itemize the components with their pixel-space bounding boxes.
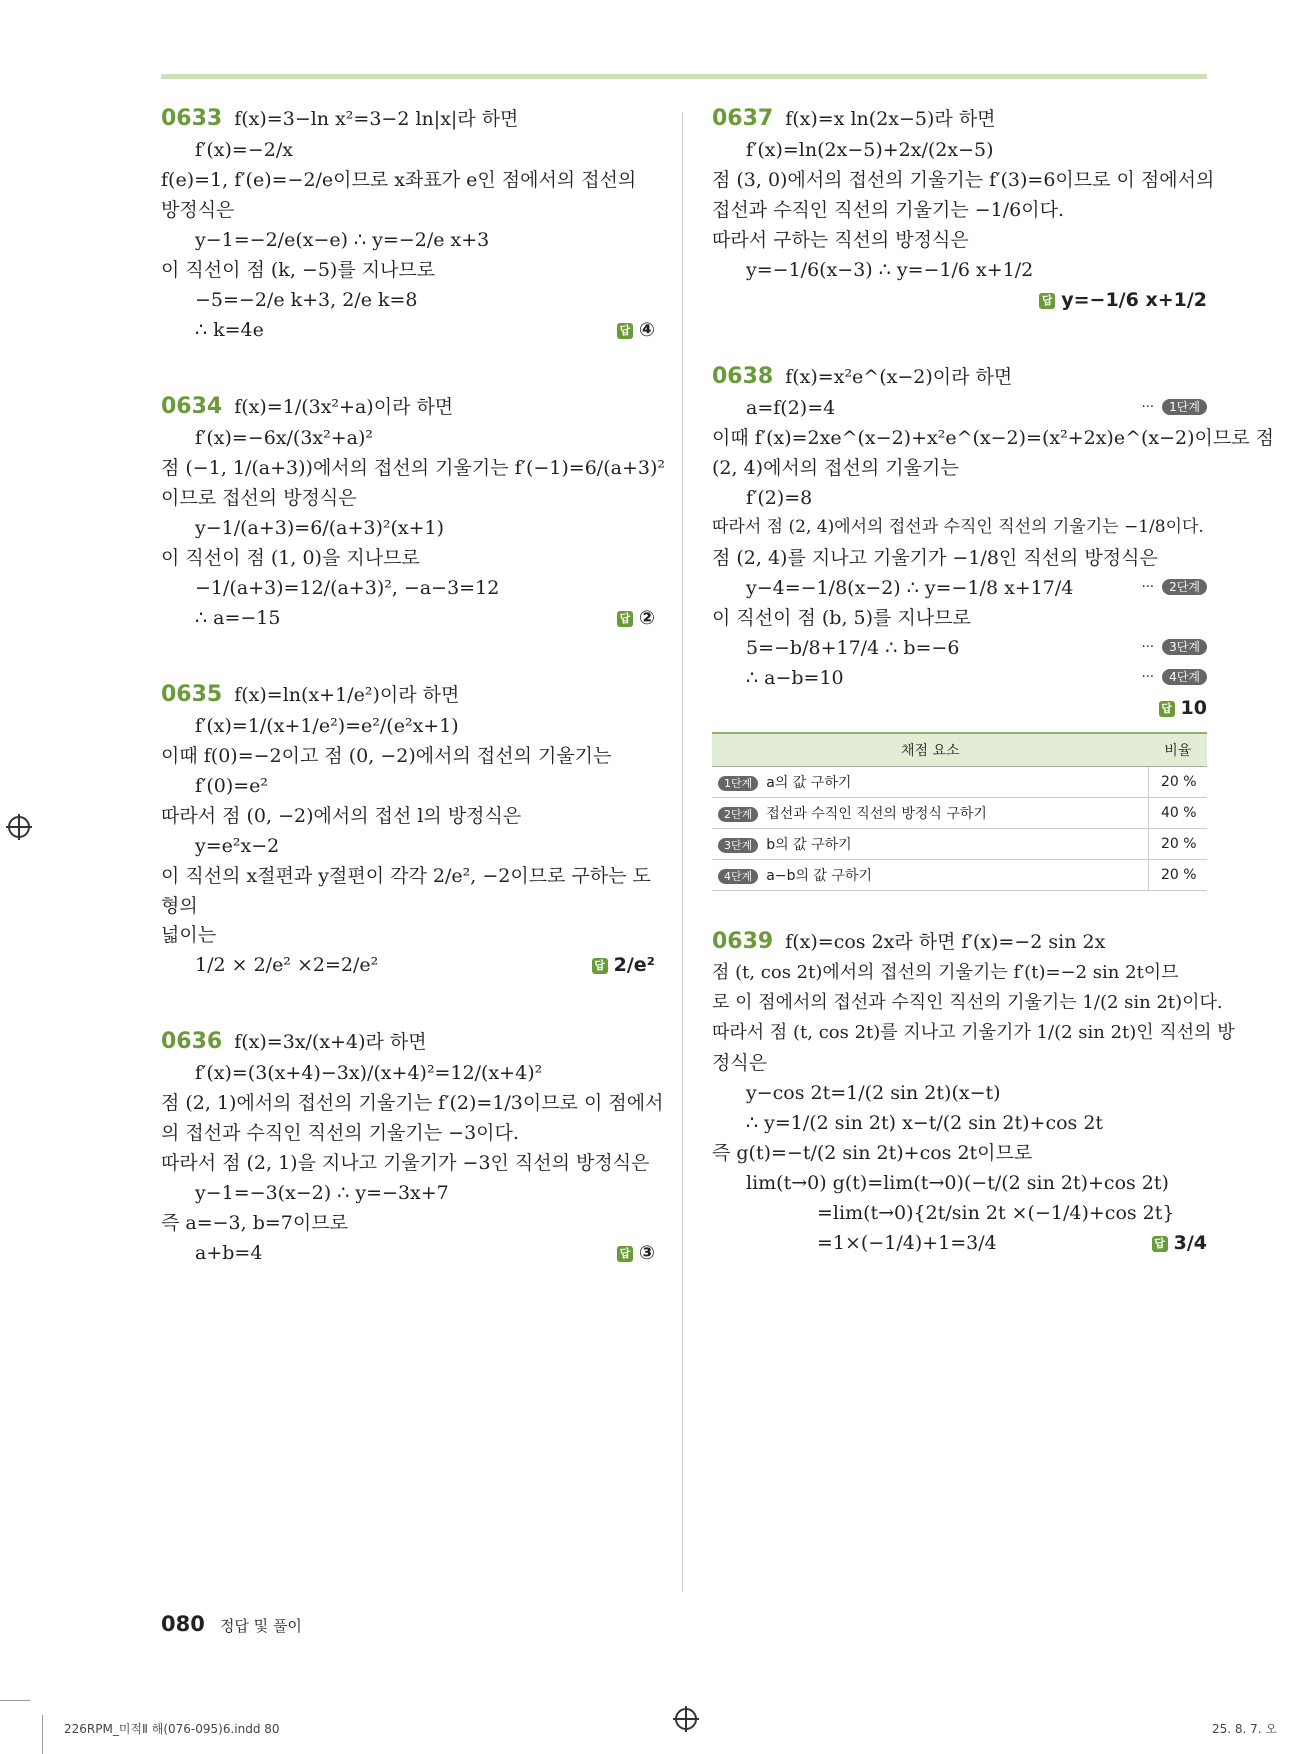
line: 1/2 × 2/e² ×2=2/e² [195, 954, 379, 977]
line: 의 접선과 수직인 직선의 기울기는 −3이다. [161, 1122, 519, 1145]
row-pct: 20 % [1149, 829, 1208, 860]
line: f(x)=ln(x+1/e²)이라 하면 [234, 684, 460, 707]
scoring-table [712, 732, 1207, 891]
line: −1/(a+3)=12/(a+3)², −a−3=12 [195, 577, 500, 600]
line: f(x)=3x/(x+4)라 하면 [234, 1031, 427, 1054]
table-row [712, 860, 1207, 891]
top-rule [161, 74, 1207, 79]
crop-mark [42, 1715, 43, 1754]
registration-mark-icon [8, 816, 30, 838]
line: a+b=4 [195, 1242, 263, 1265]
step-marker: ··· 3단계 [1142, 638, 1207, 658]
problem-0636 [161, 1025, 664, 1269]
answer-icon: 답 [617, 611, 633, 627]
step-badge: 2단계 [1162, 579, 1207, 595]
answer-icon: 답 [617, 1246, 633, 1262]
problem-number: 0638 [712, 364, 774, 390]
print-date: 25. 8. 7. 오 [1212, 1722, 1278, 1736]
line: 5=−b/8+17/4 ∴ b=−6 [746, 637, 960, 660]
table-row [712, 829, 1207, 860]
answer-icon: 답 [1039, 293, 1055, 309]
line: 점 (3, 0)에서의 접선의 기울기는 f′(3)=6이므로 이 점에서의 [712, 169, 1215, 192]
step-marker: ··· 4단계 [1142, 668, 1207, 688]
column-divider [682, 112, 683, 1592]
line: f(x)=3−ln x²=3−2 ln|x|라 하면 [234, 108, 519, 130]
line: f′(x)=ln(2x−5)+2x/(2x−5) [746, 139, 994, 162]
row-pct: 40 % [1149, 798, 1208, 829]
line: =1×(−1/4)+1=3/4 [817, 1232, 997, 1255]
line: 이 직선이 점 (b, 5)를 지나므로 [712, 607, 971, 630]
line: ∴ y=1/(2 sin 2t) x−t/(2 sin 2t)+cos 2t [746, 1112, 1104, 1135]
line: y−1=−2/e(x−e) ∴ y=−2/e x+3 [195, 229, 490, 252]
step-marker: ··· 1단계 [1142, 398, 1207, 418]
table-header: 비율 [1149, 733, 1208, 767]
line: (2, 4)에서의 접선의 기울기는 [712, 457, 959, 480]
line: f′(0)=e² [195, 775, 269, 798]
answer [1039, 286, 1207, 315]
left-column [161, 102, 665, 1313]
line: f′(x)=1/(x+1/e²)=e²/(e²x+1) [195, 715, 459, 738]
answer-value: ③ [638, 1242, 655, 1265]
answer [617, 316, 655, 345]
line: f(x)=cos 2x라 하면 f′(x)=−2 sin 2x [785, 931, 1106, 954]
row-desc: a의 값 구하기 [766, 775, 852, 792]
right-column [712, 102, 1275, 1303]
problem-0639 [712, 925, 1235, 1259]
answer-value: 2/e² [613, 954, 655, 977]
line: f(x)=1/(3x²+a)이라 하면 [234, 396, 454, 419]
problem-number: 0636 [161, 1029, 223, 1055]
step-badge: 3단계 [1162, 639, 1207, 655]
answer-icon: 답 [1159, 701, 1175, 717]
line: y−4=−1/8(x−2) ∴ y=−1/8 x+17/4 [746, 577, 1074, 600]
line: y=e²x−2 [195, 835, 280, 858]
row-pct: 20 % [1149, 767, 1208, 798]
problem-0635 [161, 678, 655, 981]
step-badge: 1단계 [1162, 399, 1207, 415]
line: 즉 a=−3, b=7이므로 [161, 1212, 348, 1235]
answer-icon: 답 [1152, 1236, 1168, 1252]
line: 이므로 접선의 방정식은 [161, 487, 357, 510]
line: 따라서 점 (t, cos 2t)를 지나고 기울기가 1/(2 sin 2t)인 직선의 방 [712, 1022, 1235, 1044]
page-number: 080 [161, 1612, 205, 1636]
answer-icon: 답 [617, 323, 633, 339]
line: 로 이 점에서의 접선과 수직인 직선의 기울기는 1/(2 sin 2t)이다. [712, 992, 1223, 1014]
problem-number: 0634 [161, 394, 223, 420]
line: 이 직선이 점 (k, −5)를 지나므로 [161, 259, 436, 282]
line: 이때 f(0)=−2이고 점 (0, −2)에서의 접선의 기울기는 [161, 745, 612, 768]
line: 넓이는 [161, 924, 217, 947]
line: 점 (2, 4)를 지나고 기울기가 −1/8인 직선의 방정식은 [712, 547, 1158, 570]
file-info: 226RPM_미적Ⅱ 해(076-095)6.indd 80 [64, 1722, 280, 1736]
page-footer [161, 1612, 302, 1636]
answer-value: 3/4 [1173, 1232, 1207, 1255]
line: −5=−2/e k+3, 2/e k=8 [195, 289, 418, 312]
line: y−1/(a+3)=6/(a+3)²(x+1) [195, 517, 445, 540]
line: y=−1/6(x−3) ∴ y=−1/6 x+1/2 [746, 259, 1034, 282]
line: y−cos 2t=1/(2 sin 2t)(x−t) [746, 1082, 1001, 1105]
step-badge: 4단계 [718, 869, 758, 884]
step-badge: 4단계 [1162, 669, 1207, 685]
problem-number: 0635 [161, 682, 223, 708]
line: 점 (−1, 1/(a+3))에서의 접선의 기울기는 f′(−1)=6/(a+3)² [161, 457, 665, 480]
line: f(x)=x²e^(x−2)이라 하면 [785, 366, 1013, 389]
registration-mark-icon [675, 1708, 697, 1730]
row-pct: 20 % [1149, 860, 1208, 891]
line: f(e)=1, f′(e)=−2/e이므로 x좌표가 e인 점에서의 접선의 [161, 169, 637, 192]
answer-value: y=−1/6 x+1/2 [1061, 289, 1207, 312]
line: 이때 f′(x)=2xe^(x−2)+x²e^(x−2)=(x²+2x)e^(x−2)이므로 점 [712, 427, 1275, 450]
problem-number: 0639 [712, 929, 774, 955]
table-row [712, 767, 1207, 798]
line: ∴ a=−15 [195, 607, 281, 630]
step-badge: 1단계 [718, 776, 758, 791]
line: ∴ a−b=10 [746, 667, 844, 690]
problem-number: 0637 [712, 106, 774, 131]
crop-mark [0, 1700, 30, 1701]
line: a=f(2)=4 [746, 397, 836, 420]
problem-0633 [161, 102, 655, 346]
line: ∴ k=4e [195, 319, 264, 342]
answer [617, 1239, 655, 1268]
problem-0638 [712, 360, 1275, 891]
line: 접선과 수직인 직선의 기울기는 −1/6이다. [712, 199, 1065, 222]
table-header: 채점 요소 [712, 733, 1149, 767]
line: f′(x)=(3(x+4)−3x)/(x+4)²=12/(x+4)² [195, 1062, 543, 1085]
answer [1152, 1229, 1207, 1258]
line: 점 (2, 1)에서의 접선의 기울기는 f′(2)=1/3이므로 이 점에서 [161, 1092, 664, 1115]
line: f′(2)=8 [746, 487, 813, 510]
row-desc: 접선과 수직인 직선의 방정식 구하기 [766, 806, 987, 823]
answer-value: 10 [1180, 697, 1207, 720]
line: 즉 g(t)=−t/(2 sin 2t)+cos 2t이므로 [712, 1142, 1033, 1165]
answer-value: ② [638, 607, 655, 630]
line: y−1=−3(x−2) ∴ y=−3x+7 [195, 1182, 449, 1205]
line: =lim(t→0){2t/sin 2t ×(−1/4)+cos 2t} [817, 1202, 1175, 1225]
line: f′(x)=−2/x [195, 139, 293, 162]
problem-number: 0633 [161, 106, 223, 131]
line: 이 직선의 x절편과 y절편이 각각 2/e², −2이므로 구하는 도형의 [161, 865, 651, 917]
table-row [712, 798, 1207, 829]
answer-value: ④ [638, 319, 655, 342]
line: 방정식은 [161, 199, 235, 222]
step-badge: 3단계 [718, 838, 758, 853]
answer [617, 604, 655, 633]
answer [1159, 694, 1207, 723]
answer-icon: 답 [592, 958, 608, 974]
row-desc: b의 값 구하기 [766, 837, 852, 854]
row-desc: a−b의 값 구하기 [766, 868, 872, 885]
line: 점 (t, cos 2t)에서의 접선의 기울기는 f′(t)=−2 sin 2t이므 [712, 962, 1179, 984]
answer [592, 951, 655, 980]
section-title: 정답 및 풀이 [219, 1617, 302, 1635]
line: f(x)=x ln(2x−5)라 하면 [785, 108, 996, 130]
line: 따라서 점 (2, 1)을 지나고 기울기가 −3인 직선의 방정식은 [161, 1152, 650, 1175]
line: 정식은 [712, 1052, 768, 1075]
problem-0634 [161, 390, 665, 634]
step-marker: ··· 2단계 [1142, 578, 1207, 598]
line: 따라서 구하는 직선의 방정식은 [712, 229, 969, 252]
problem-0637 [712, 102, 1215, 316]
line: 따라서 점 (0, −2)에서의 접선 l의 방정식은 [161, 805, 522, 828]
step-badge: 2단계 [718, 807, 758, 822]
line: 따라서 점 (2, 4)에서의 접선과 수직인 직선의 기울기는 −1/8이다. [712, 517, 1204, 538]
line: lim(t→0) g(t)=lim(t→0)(−t/(2 sin 2t)+cos 2t) [746, 1172, 1169, 1195]
line: f′(x)=−6x/(3x²+a)² [195, 427, 374, 450]
line: 이 직선이 점 (1, 0)을 지나므로 [161, 547, 420, 570]
